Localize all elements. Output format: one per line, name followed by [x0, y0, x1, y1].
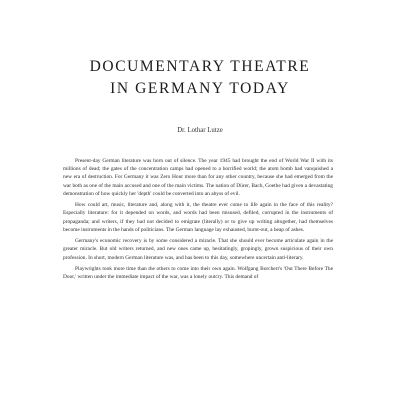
- body-paragraph-1: Present-day German literature was born out of silence. The year 1945 had brought the end of World War II with its millions of dead; the gates of the concentration camps had opened to a horrified world; the atom bomb had vanquished a new era of destruction. For Germany it was Zero Hour more than for any other country, because she had emerged from the war both as one of the main accused and one of the main victims. The nation of Dürer, Bach, Goethe had given a devastating demonstration of how quickly her 'depth' could be converted into an abyss of evil.: [63, 158, 333, 197]
- author-byline: Dr. Lothar Lutze: [177, 127, 223, 134]
- document-title-line-2: IN GERMANY TODAY: [110, 80, 290, 97]
- body-paragraph-4: Playwrights took more time than the others to come into their own again. Wolfgang Borchert's 'Out There Before The Door,' written under the immediate impact of the war, was a lonely outcry. This demand of: [63, 266, 333, 281]
- body-paragraph-3: Germany's economic recovery is by some considered a miracle. That she should ever become articulate again in the greater miracle. But old writers returned, and new ones came up, hesitatingly, gropingly, grown suspicious of their own profession. In short, modern German literature was, and has been to this day, somewhere uncertain anti-literary.: [63, 238, 333, 261]
- document-title-line-1: DOCUMENTARY THEATRE: [89, 58, 311, 75]
- body-paragraph-2: How could art, music, literature and, along with it, the theatre ever come to life again in the face of this reality? Especially literature: for it depended on words, and words had been misused, defiled, corrupted in the instruments of propaganda; and writers, if they had not decided to emigrate (literally) or to give up writing altogether, had themselves become instruments in the hands of politicians. The German language lay exhausted, burnt-out, a heap of ashes.: [63, 202, 333, 233]
- article-body: [63, 157, 333, 285]
